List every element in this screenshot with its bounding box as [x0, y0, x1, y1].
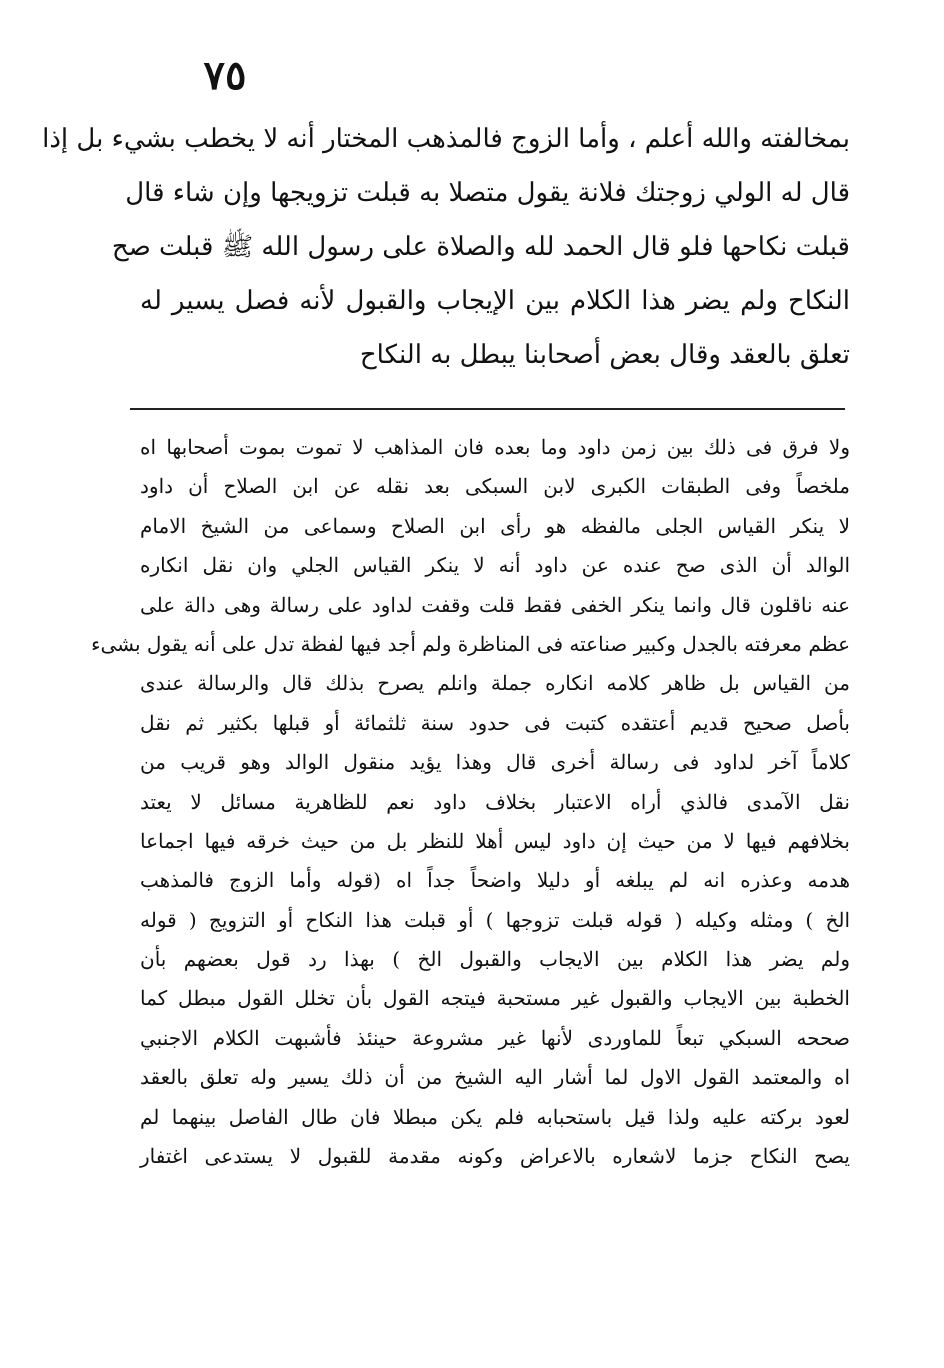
commentary-line: عنه ناقلون قال وانما ينكر الخفى فقط قلت وقفت لداود على رسالة وهى دالة على	[140, 592, 850, 617]
commentary-line: يصح النكاح جزما لاشعاره بالاعراض وكونه مقدمة للقبول لا يستدعى اغتفار	[140, 1144, 850, 1169]
commentary-line: لعود بركته عليه ولذا قيل باستحبابه فلم يكن مبطلا فان طال الفاصل بينهما لم	[140, 1104, 850, 1129]
main-text-line: تعلق بالعقد وقال بعض أصحابنا يبطل به النكاح	[359, 340, 850, 370]
commentary-line: ملخصاً وفى الطبقات الكبرى لابن السبكى بعد نقله عن ابن الصلاح أن داود	[140, 474, 850, 499]
commentary-line: الخطبة بين الايجاب والقبول غير مستحبة فيتجه القول بأن تخلل القول مبطل كما	[140, 986, 850, 1011]
commentary-line: ولم يضر هذا الكلام بين الايجاب والقبول الخ ) بهذا رد قول بعضهم بأن	[140, 947, 850, 972]
main-text-block	[42, 112, 850, 382]
main-text-line: قال له الولي زوجتك فلانة يقول متصلا به قبلت تزويجها وإن شاء قال	[125, 178, 850, 208]
commentary-block	[91, 428, 850, 1176]
commentary-line: عظم معرفته بالجدل وكبير صناعته فى المناظرة ولم أجد فيها لفظة تدل على أنه يقول بشىء	[91, 631, 850, 656]
section-divider	[130, 408, 845, 410]
commentary-line: هدمه وعذره انه لم يبلغه أو دليلا واضحاً جداً اه (قوله وأما الزوج فالمذهب	[140, 868, 850, 893]
commentary-line: كلاماً آخر لداود فى رسالة أخرى قال وهذا يؤيد منقول الوالد وهو قريب من	[140, 750, 850, 775]
main-text-line: النكاح ولم يضر هذا الكلام بين الإيجاب والقبول لأنه فصل يسير له	[140, 286, 850, 316]
commentary-line: بأصل صحيح قديم أعتقده كتبت فى حدود سنة ثلثمائة أو قبلها بكثير ثم نقل	[140, 710, 850, 735]
commentary-line: ولا فرق فى ذلك بين زمن داود وما بعده فان المذاهب لا تموت بموت أصحابها اه	[140, 435, 850, 459]
commentary-line: لا ينكر القياس الجلى مالفظه هو رأى ابن الصلاح وسماعى من الشيخ الامام	[140, 513, 850, 538]
main-text-line: قبلت نكاحها فلو قال الحمد لله والصلاة على رسول الله ﷺ قبلت صح	[111, 232, 850, 262]
main-text-line: بمخالفته والله أعلم ، وأما الزوج فالمذهب المختار أنه لا يخطب بشيء بل إذا	[42, 124, 850, 154]
commentary-line: بخلافهم فيها لا من حيث إن داود ليس أهلا للنظر بل من حيث خرقه فيها اجماعا	[140, 828, 850, 853]
commentary-line: اه والمعتمد القول الاول لما أشار اليه الشيخ من أن ذلك يسير وله تعلق بالعقد	[140, 1065, 850, 1090]
commentary-line: الوالد أن الذى صح عنده عن داود أنه لا ينكر القياس الجلي وان نقل انكاره	[140, 553, 850, 578]
commentary-line: صححه السبكي تبعاً للماوردى لأنها غير مشروعة حينئذ فأشبهت الكلام الاجنبي	[140, 1025, 850, 1050]
page-number: ٧٥	[203, 52, 247, 99]
commentary-line: الخ ) ومثله وكيله ( قوله قبلت تزوجها ) أو قبلت هذا النكاح أو التزويج ( قوله	[140, 907, 850, 932]
commentary-line: من القياس بل ظاهر كلامه انكاره جملة وانلم يصرح بذلك قال والرسالة عندى	[140, 671, 850, 696]
commentary-line: نقل الآمدى فالذي أراه الاعتبار بخلاف داود نعم للظاهرية مسائل لا يعتد	[140, 789, 850, 814]
